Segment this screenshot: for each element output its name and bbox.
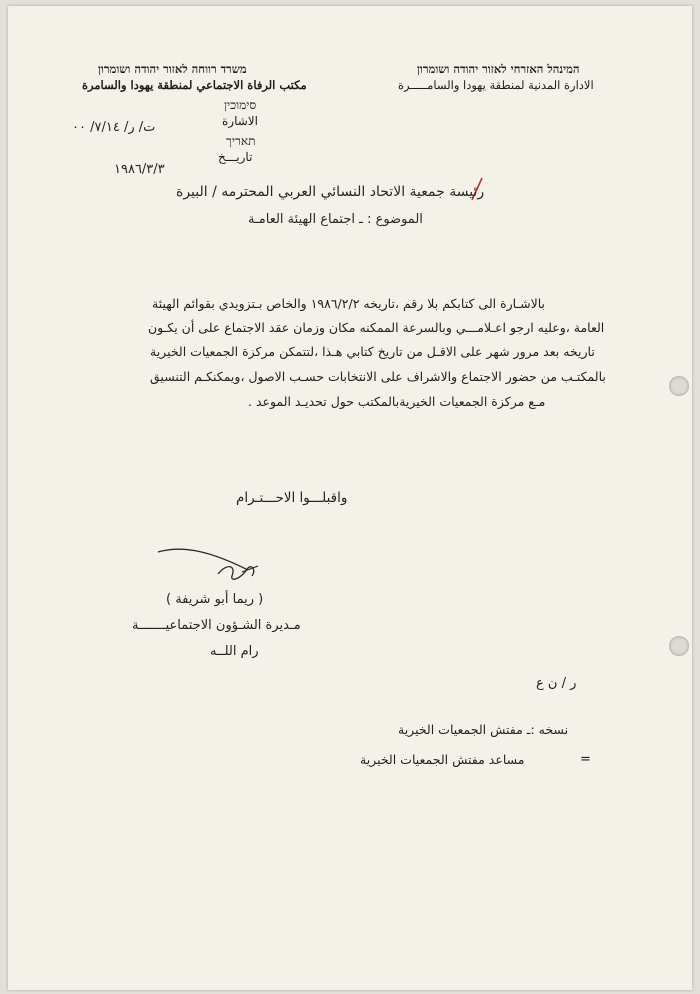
civil-admin-arabic: الادارة المدنية لمنطقة يهودا والسامـــــرة bbox=[398, 78, 594, 92]
signer-name: ( ريما أبو شريفة ) bbox=[166, 592, 264, 607]
letter-page bbox=[8, 6, 692, 990]
reference-number: ت/ ر/ ٧/١٤/ ٠٠ bbox=[72, 120, 156, 135]
letter-date: ١٩٨٦/٣/٣ bbox=[114, 162, 165, 177]
punch-hole-lower bbox=[669, 636, 689, 656]
body-line-2: العامة ،وعليه ارجو اعـلامـــي وبالسرعة الممكنه مكان وزمان عقد الاجتماع على أن يكـون bbox=[148, 320, 605, 335]
subject-line: الموضوع : ـ اجتماع الهيئة العامـة bbox=[248, 212, 423, 227]
welfare-office-arabic: مكتب الرفاة الاجتماعي لمنطقة يهودا والسامرة bbox=[82, 78, 307, 92]
signer-location: رام اللــه bbox=[210, 644, 259, 659]
welfare-office-hebrew: משרד רווחה לאזור יהודה ושומרון bbox=[98, 62, 247, 76]
civil-admin-hebrew: המינהל האזרחי לאזור יהודה ושומרון bbox=[417, 62, 580, 76]
typist-initials: ر / ن ع bbox=[536, 676, 577, 691]
punch-hole-upper bbox=[669, 376, 689, 396]
reference-label-arabic: الاشارة bbox=[222, 114, 258, 128]
body-line-5: مـع مركزة الجمعيات الخيريةبالمكتب حول تحديـد الموعد . bbox=[248, 394, 546, 409]
copy-ditto-mark: = bbox=[580, 752, 591, 767]
reference-label-hebrew: סימוכין bbox=[224, 98, 257, 112]
date-label-arabic: تاريـــخ bbox=[218, 150, 253, 164]
body-line-4: بالمكتـب من حضور الاجتماع والاشراف على الانتخابات حسـب الاصول ،ويمكنكـم التنسيق bbox=[150, 369, 606, 384]
copy-second-recipient: مساعد مفتش الجمعيات الخيرية bbox=[360, 752, 525, 767]
copy-to-line: نسخه :ـ مفتش الجمعيات الخيرية bbox=[398, 722, 569, 737]
recipient-line: رئيسة جمعية الاتحاد النسائي العربي المحترمه / البيرة bbox=[176, 184, 485, 200]
closing-line: واقبلـــوا الاحـــتـرام bbox=[236, 490, 348, 506]
signer-title: مـديرة الشـؤون الاجتماعيـــــــة bbox=[132, 618, 301, 633]
date-label-hebrew: תאריך bbox=[226, 134, 256, 148]
body-line-3: تاريخه بعد مرور شهر على الاقـل من تاريخ كتابي هـذا ،لتتمكن مركزة الجمعيات الخيرية bbox=[150, 344, 595, 359]
body-line-1: بالاشـارة الى كتابكم بلا رقم ،تاريخه ١٩٨٦/٢/٢ والخاص بـتزويدي بقوائم الهيئة bbox=[152, 296, 546, 311]
